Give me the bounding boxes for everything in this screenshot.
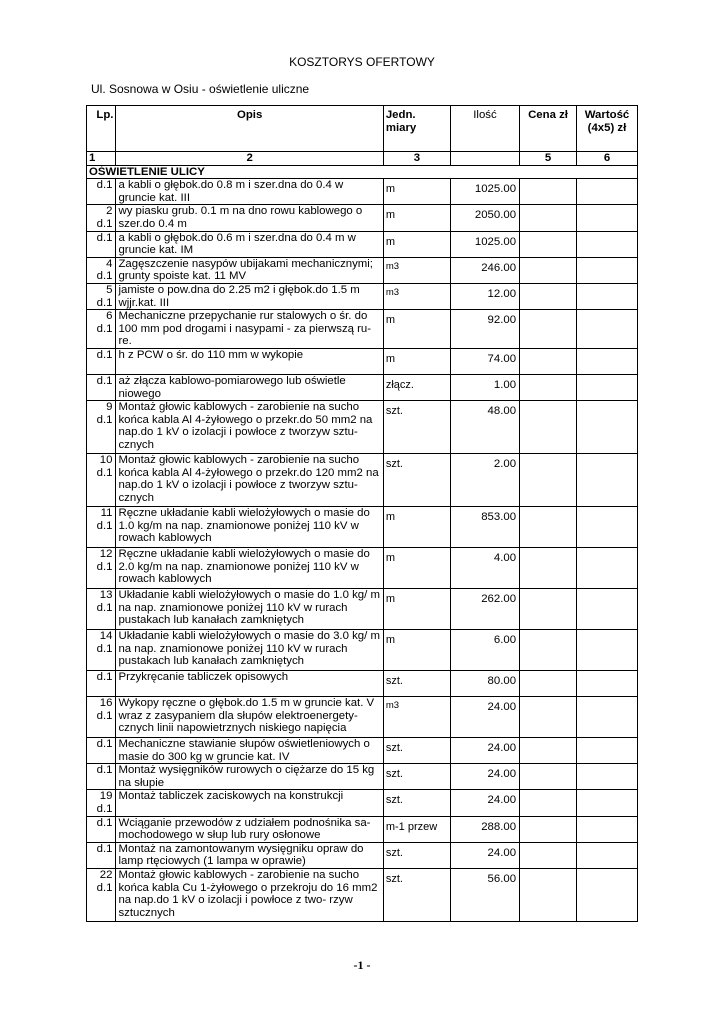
cell-opis: aż złącza kablowo-pomiarowego lub oświetle niowego — [116, 374, 383, 400]
cell-opis: h z PCW o śr. do 110 mm w wykopie — [116, 348, 383, 374]
column-number: 5 — [520, 152, 577, 166]
cell-wartosc — [576, 507, 637, 548]
cell-jedn-miary: szt. — [383, 790, 450, 816]
cell-cena — [520, 589, 577, 630]
cell-lp: 19 d.1 — [87, 790, 116, 816]
cell-opis: Wciąganie przewodów z udziałem podnośnika sa- mochodowego w słup lub rury osłonowe — [116, 816, 383, 842]
cell-lp: d.1 — [87, 764, 116, 790]
table-row — [87, 671, 638, 697]
cell-lp: d.1 — [87, 671, 116, 697]
cell-wartosc — [576, 842, 637, 868]
cell-jedn-miary: m-1 przew — [383, 816, 450, 842]
cell-ilosc: 24.00 — [450, 842, 519, 868]
cell-opis: Ręczne układanie kabli wielożyłowych o masie do 2.0 kg/m na nap. znamionowe poniżej 110 kV w rowach kablowych — [116, 548, 383, 589]
cell-lp: 9 d.1 — [87, 401, 116, 454]
cell-ilosc: 2.00 — [450, 454, 519, 507]
table-row — [87, 816, 638, 842]
cell-cena — [520, 179, 577, 205]
cell-opis: Montaż głowic kablowych - zarobienie na sucho końca kabla Al 4-żyłowego o przekr.do 120 mm2 na nap.do 1 kV o izolacji i powłoce z tworzyw sztu- cznych — [116, 454, 383, 507]
document-title: KOSZTORYS OFERTOWY — [289, 55, 435, 69]
column-number — [450, 152, 519, 166]
cell-lp: 5 d.1 — [87, 283, 116, 309]
cell-jedn-miary: m — [383, 507, 450, 548]
cell-ilosc: 4.00 — [450, 548, 519, 589]
cell-ilosc: 92.00 — [450, 310, 519, 349]
cell-cena — [520, 348, 577, 374]
cell-opis: Zagęszczenie nasypów ubijakami mechanicznymi; grunty spoiste kat. 11 MV — [116, 257, 383, 283]
table-row — [87, 454, 638, 507]
cell-opis: Przykręcanie tabliczek opisowych — [116, 671, 383, 697]
header-jedn-miary: Jedn. miary — [383, 106, 450, 152]
cell-lp: d.1 — [87, 738, 116, 764]
table-row — [87, 401, 638, 454]
cell-jedn-miary: m — [383, 310, 450, 349]
cell-wartosc — [576, 816, 637, 842]
cell-wartosc — [576, 548, 637, 589]
table-row — [87, 374, 638, 400]
cell-lp: 12 d.1 — [87, 548, 116, 589]
cell-ilosc: 48.00 — [450, 401, 519, 454]
table-row — [87, 790, 638, 816]
table-row — [87, 738, 638, 764]
cell-ilosc: 6.00 — [450, 630, 519, 671]
cell-cena — [520, 697, 577, 738]
cell-jedn-miary: m — [383, 205, 450, 231]
cell-opis: a kabli o głębok.do 0.8 m i szer.dna do 0.4 w gruncie kat. III — [116, 179, 383, 205]
cell-opis: Mechaniczne przepychanie rur stalowych o śr. do 100 mm pod drogami i nasypami - za pierwszą ru- re. — [116, 310, 383, 349]
column-number: 6 — [576, 152, 637, 166]
header-lp: Lp. — [87, 106, 116, 152]
cell-ilosc: 262.00 — [450, 589, 519, 630]
cell-wartosc — [576, 179, 637, 205]
cell-opis: Montaż wysięgników rurowych o ciężarze do 15 kg na słupie — [116, 764, 383, 790]
cell-ilosc: 24.00 — [450, 764, 519, 790]
cell-opis: wy piasku grub. 0.1 m na dno rowu kablowego o szer.do 0.4 m — [116, 205, 383, 231]
table-row — [87, 589, 638, 630]
cell-jedn-miary: szt. — [383, 401, 450, 454]
cell-cena — [520, 548, 577, 589]
header-wartosc: Wartość (4x5) zł — [576, 106, 637, 152]
cell-opis: Montaż głowic kablowych - zarobienie na sucho końca kabla Al 4-żyłowego o przekr.do 50 mm2 na nap.do 1 kV o izolacji i powłoce z tworzyw sztu- cznych — [116, 401, 383, 454]
table-row — [87, 548, 638, 589]
cell-wartosc — [576, 348, 637, 374]
table-header-row — [87, 106, 638, 152]
cell-wartosc — [576, 764, 637, 790]
table-row — [87, 869, 638, 922]
cell-cena — [520, 454, 577, 507]
cell-cena — [520, 374, 577, 400]
cell-wartosc — [576, 630, 637, 671]
cell-cena — [520, 738, 577, 764]
cell-ilosc: 56.00 — [450, 869, 519, 922]
cell-jedn-miary: szt. — [383, 671, 450, 697]
cell-opis: a kabli o głębok.do 0.6 m i szer.dna do 0.4 m w gruncie kat. IM — [116, 231, 383, 257]
cell-opis: Montaż głowic kablowych - zarobienie na sucho końca kabla Cu 1-żyłowego o przekroju do 16 mm2 na nap.do 1 kV o izolacji i powłoce z two- rzyw sztucznych — [116, 869, 383, 922]
cell-jedn-miary: m — [383, 348, 450, 374]
cell-lp: d.1 — [87, 348, 116, 374]
cell-wartosc — [576, 374, 637, 400]
cell-wartosc — [576, 257, 637, 283]
header-ilosc: Ilość — [450, 106, 519, 152]
cell-opis: Montaż tabliczek zaciskowych na konstrukcji — [116, 790, 383, 816]
cell-cena — [520, 507, 577, 548]
cost-estimate-table — [86, 105, 638, 922]
cell-ilosc: 24.00 — [450, 790, 519, 816]
section-row — [87, 165, 638, 179]
cell-jedn-miary: m3 — [383, 257, 450, 283]
table-row — [87, 764, 638, 790]
cell-cena — [520, 869, 577, 922]
table-row — [87, 310, 638, 349]
cell-opis: Wykopy ręczne o głębok.do 1.5 m w gruncie kat. V wraz z zasypaniem dla słupów elektroenergety- cznych linii napowietrznych niskiego napięcia — [116, 697, 383, 738]
cell-cena — [520, 671, 577, 697]
table-row — [87, 348, 638, 374]
table-row — [87, 205, 638, 231]
cell-wartosc — [576, 869, 637, 922]
cell-opis: Układanie kabli wielożyłowych o masie do 3.0 kg/ m na nap. znamionowe poniżej 110 kV w rurach pustakach lub kanałach zamkniętych — [116, 630, 383, 671]
cell-lp: 4 d.1 — [87, 257, 116, 283]
cell-wartosc — [576, 454, 637, 507]
cell-wartosc — [576, 589, 637, 630]
cell-ilosc: 853.00 — [450, 507, 519, 548]
cell-wartosc — [576, 790, 637, 816]
column-number: 3 — [383, 152, 450, 166]
cell-jedn-miary: szt. — [383, 454, 450, 507]
cell-jedn-miary: m — [383, 589, 450, 630]
cell-jedn-miary: szt. — [383, 764, 450, 790]
cell-ilosc: 74.00 — [450, 348, 519, 374]
document-subtitle: Ul. Sosnowa w Osiu - oświetlenie uliczne — [91, 82, 310, 96]
cell-cena — [520, 310, 577, 349]
cell-cena — [520, 205, 577, 231]
cell-opis: jamiste o pow.dna do 2.25 m2 i głębok.do 1.5 m wjjr.kat. III — [116, 283, 383, 309]
cell-lp: 13 d.1 — [87, 589, 116, 630]
table-row — [87, 507, 638, 548]
header-cena: Cena zł — [520, 106, 577, 152]
column-number: 1 — [87, 152, 116, 166]
cell-lp: 2 d.1 — [87, 205, 116, 231]
cell-wartosc — [576, 401, 637, 454]
cell-wartosc — [576, 671, 637, 697]
cell-lp: d.1 — [87, 842, 116, 868]
table-row — [87, 179, 638, 205]
cell-ilosc: 2050.00 — [450, 205, 519, 231]
cell-wartosc — [576, 283, 637, 309]
cell-cena — [520, 401, 577, 454]
page-number: -1 - — [353, 958, 371, 972]
cell-jedn-miary: m — [383, 231, 450, 257]
cell-cena — [520, 842, 577, 868]
table-row — [87, 257, 638, 283]
cell-wartosc — [576, 205, 637, 231]
cell-ilosc: 246.00 — [450, 257, 519, 283]
table-row — [87, 231, 638, 257]
cell-jedn-miary: złącz. — [383, 374, 450, 400]
cell-lp: 22 d.1 — [87, 869, 116, 922]
cell-jedn-miary: szt. — [383, 738, 450, 764]
cell-cena — [520, 283, 577, 309]
table-row — [87, 630, 638, 671]
cell-lp: 6 d.1 — [87, 310, 116, 349]
cell-cena — [520, 257, 577, 283]
cell-ilosc: 12.00 — [450, 283, 519, 309]
cell-cena — [520, 790, 577, 816]
cell-jedn-miary: szt. — [383, 869, 450, 922]
table-row — [87, 842, 638, 868]
cell-ilosc: 80.00 — [450, 671, 519, 697]
cell-opis: Mechaniczne stawianie słupów oświetleniowych o masie do 300 kg w gruncie kat. IV — [116, 738, 383, 764]
cell-ilosc: 24.00 — [450, 738, 519, 764]
cell-ilosc: 24.00 — [450, 697, 519, 738]
section-title: OŚWIETLENIE ULICY — [87, 165, 638, 179]
cell-jedn-miary: m — [383, 179, 450, 205]
column-number: 2 — [116, 152, 383, 166]
cell-opis: Układanie kabli wielożyłowych o masie do 1.0 kg/ m na nap. znamionowe poniżej 110 kV w rurach pustakach lub kanałach zamkniętych — [116, 589, 383, 630]
cell-opis: Montaż na zamontowanym wysięgniku opraw do lamp rtęciowych (1 lampa w oprawie) — [116, 842, 383, 868]
header-opis: Opis — [116, 106, 383, 152]
cell-cena — [520, 764, 577, 790]
cell-jedn-miary: m — [383, 548, 450, 589]
cell-lp: 10 d.1 — [87, 454, 116, 507]
cell-opis: Ręczne układanie kabli wielożyłowych o masie do 1.0 kg/m na nap. znamionowe poniżej 110 kV w rowach kablowych — [116, 507, 383, 548]
cell-cena — [520, 231, 577, 257]
cell-jedn-miary: szt. — [383, 842, 450, 868]
cell-ilosc: 1.00 — [450, 374, 519, 400]
cell-wartosc — [576, 738, 637, 764]
cell-jedn-miary: m — [383, 630, 450, 671]
cell-wartosc — [576, 310, 637, 349]
cell-lp: 16 d.1 — [87, 697, 116, 738]
cell-cena — [520, 816, 577, 842]
cell-lp: 14 d.1 — [87, 630, 116, 671]
cell-lp: 11 d.1 — [87, 507, 116, 548]
column-number-row — [87, 152, 638, 166]
cell-lp: d.1 — [87, 816, 116, 842]
cell-lp: d.1 — [87, 231, 116, 257]
cell-wartosc — [576, 231, 637, 257]
table-row — [87, 697, 638, 738]
cell-jedn-miary: m3 — [383, 283, 450, 309]
cell-wartosc — [576, 697, 637, 738]
cell-ilosc: 288.00 — [450, 816, 519, 842]
cell-jedn-miary: m3 — [383, 697, 450, 738]
cell-lp: d.1 — [87, 374, 116, 400]
table-row — [87, 283, 638, 309]
cell-lp: d.1 — [87, 179, 116, 205]
cell-ilosc: 1025.00 — [450, 231, 519, 257]
cell-cena — [520, 630, 577, 671]
cell-ilosc: 1025.00 — [450, 179, 519, 205]
